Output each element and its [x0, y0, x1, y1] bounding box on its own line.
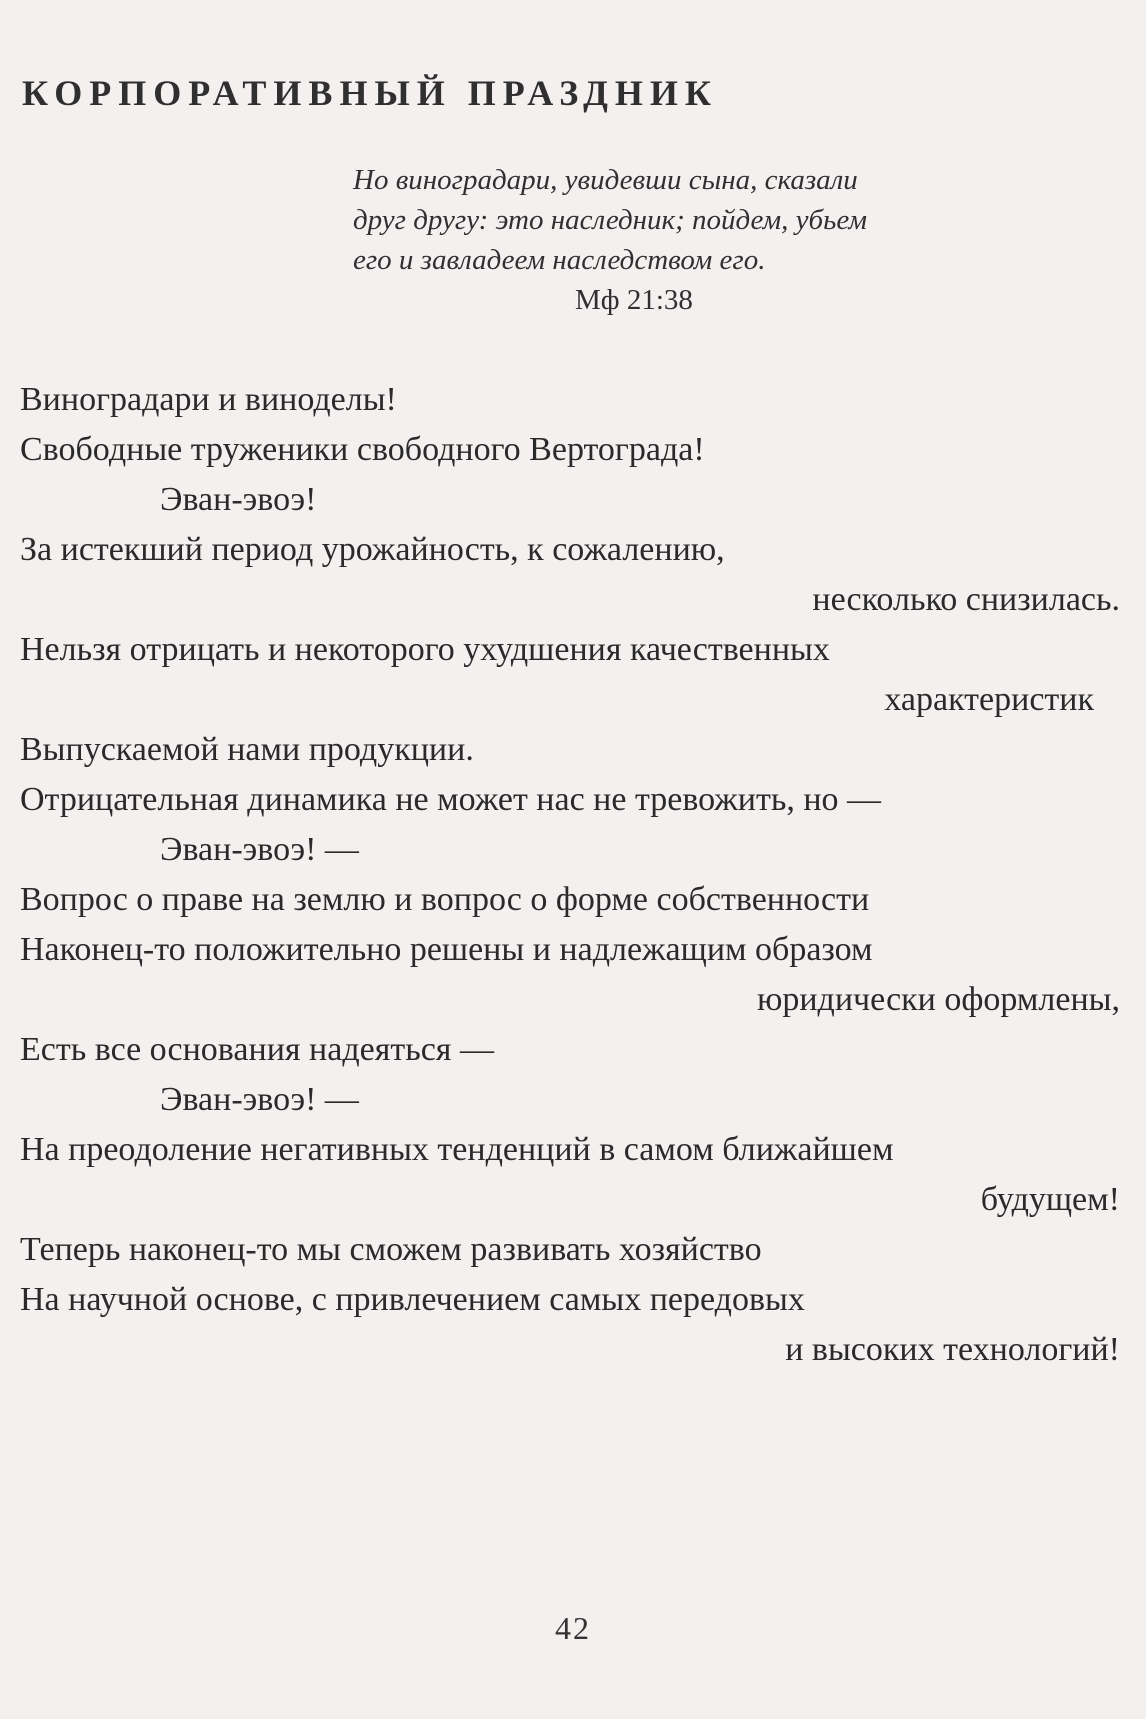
epigraph-line: Но виноградари, увидевши сына, сказали	[353, 164, 858, 196]
poem-line: Выпускаемой нами продукции.	[20, 731, 474, 768]
poem-line: На преодоление негативных тенденций в самом ближайшем	[20, 1131, 894, 1168]
poem-line: Есть все основания надеяться —	[20, 1031, 494, 1068]
poem-line-refrain: Эван-эвоэ! —	[160, 831, 359, 868]
poem-line: Свободные труженики свободного Вертограда!	[20, 431, 705, 468]
epigraph-line: друг другу: это наследник; пойдем, убьем	[353, 204, 867, 236]
poem-line: Отрицательная динамика не может нас не тревожить, но —	[20, 781, 882, 818]
epigraph-reference: Мф 21:38	[575, 284, 693, 316]
poem-line-continuation: характеристик	[884, 681, 1094, 718]
poem-line: Теперь наконец-то мы сможем развивать хозяйство	[20, 1231, 762, 1268]
epigraph-line: его и завладеем наследством его.	[353, 244, 766, 276]
poem-line: Наконец-то положительно решены и надлежащим образом	[20, 931, 873, 968]
page-number: 42	[555, 1610, 591, 1646]
poem-line: Виноградари и виноделы!	[20, 381, 397, 418]
poem-line-refrain: Эван-эвоэ! —	[160, 1081, 359, 1118]
poem-line-refrain: Эван-эвоэ!	[160, 481, 317, 518]
poem-line-continuation: и высоких технологий!	[785, 1331, 1120, 1368]
poem-line-continuation: несколько снизилась.	[812, 581, 1120, 618]
poem-line: Нельзя отрицать и некоторого ухудшения качественных	[20, 631, 830, 668]
poem-line: На научной основе, с привлечением самых передовых	[20, 1281, 805, 1318]
poem-line-continuation: юридически оформлены,	[756, 981, 1120, 1018]
poem-line-continuation: будущем!	[980, 1181, 1120, 1218]
poem-line: За истекший период урожайность, к сожалению,	[20, 531, 725, 568]
poem-line: Вопрос о праве на землю и вопрос о форме собственности	[20, 881, 870, 918]
poem-title: КОРПОРАТИВНЫЙ ПРАЗДНИК	[22, 73, 718, 113]
